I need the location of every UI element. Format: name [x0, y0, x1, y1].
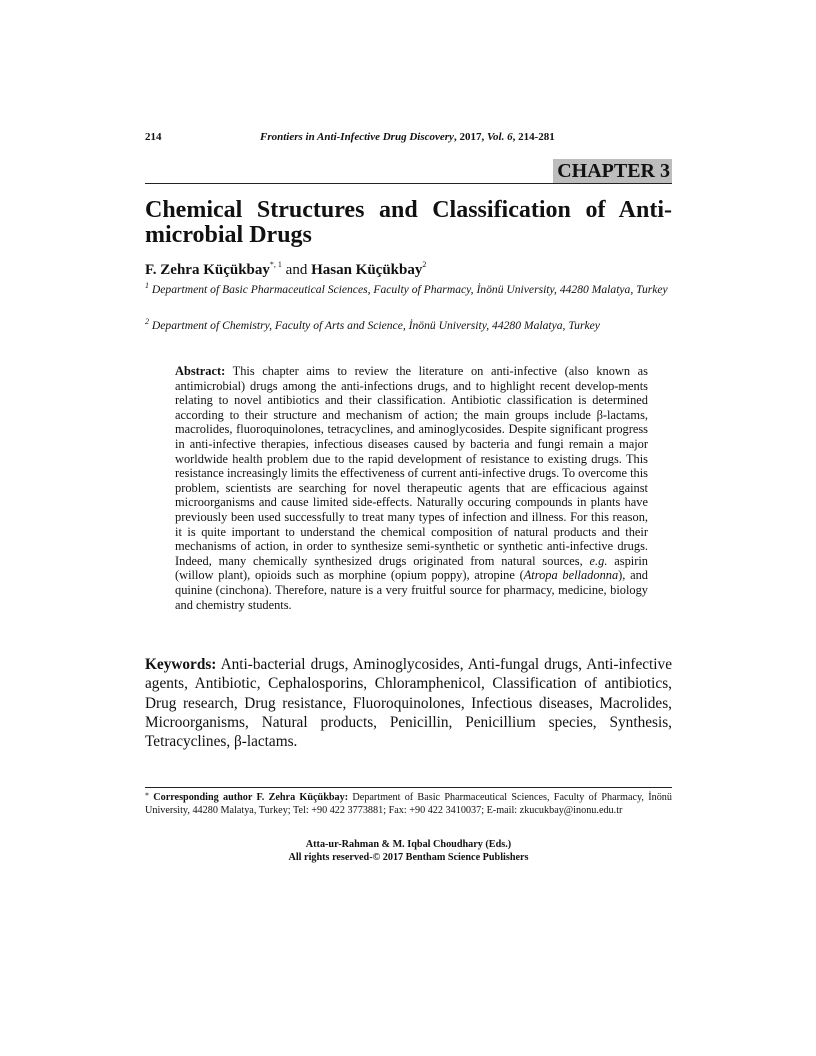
author-conjunction: and	[281, 262, 312, 278]
affiliation-text: Department of Basic Pharmaceutical Sciences, Faculty of Pharmacy, İnönü University, 44280 Malatya, Turkey	[149, 283, 668, 296]
affiliation	[145, 282, 672, 297]
journal-name: Frontiers in Anti-Infective Drug Discovery	[260, 131, 454, 143]
corresponding-author-footnote	[145, 792, 672, 817]
abstract-italic: e.g.	[589, 553, 608, 568]
copyright: All rights reserved-© 2017 Bentham Science Publishers	[288, 851, 529, 863]
page-number: 214	[145, 131, 162, 143]
abstract	[175, 364, 648, 612]
affiliation	[145, 318, 672, 333]
affiliation-mark: 2	[145, 317, 149, 326]
keywords-label: Keywords:	[145, 656, 217, 673]
footnote-mark: *	[145, 791, 149, 800]
chapter-label: CHAPTER 3	[553, 159, 672, 183]
header-divider	[145, 183, 672, 184]
abstract-italic: Atropa belladonna	[523, 568, 619, 583]
affiliation-text: Department of Chemistry, Faculty of Arts and Science, İnönü University, 44280 Malatya, Turkey	[149, 319, 600, 332]
footnote-divider	[145, 787, 672, 788]
journal-volume: Vol. 6	[486, 131, 513, 143]
author-name: Hasan Küçükbay	[311, 262, 423, 278]
footnote-label: Corresponding author F. Zehra Küçükbay:	[149, 792, 349, 803]
footnote-text: Department of Basic Pharmaceutical Sciences, Faculty of Pharmacy, İnönü University, 44280 Malatya, Turkey; Tel: +90 422 3773881; Fax: +90 422 3410037; E-mail: zkucukbay@inonu.edu.tr	[145, 792, 672, 816]
journal-year: , 2017,	[453, 131, 487, 143]
editors: Atta-ur-Rahman & M. Iqbal Choudhary (Eds.)	[305, 839, 512, 850]
chapter-title: Chemical Structures and Classification of Anti-microbial Drugs	[145, 197, 672, 248]
author-list	[145, 261, 426, 279]
author-affiliation-mark: *, 1	[269, 260, 282, 269]
abstract-text: ), and quinine (cinchona). Therefore, nature is a very fruitful source for pharmacy, medicine, biology and chemistry students.	[175, 568, 649, 612]
journal-citation	[260, 131, 555, 143]
abstract-label: Abstract:	[175, 364, 226, 378]
journal-pages: , 214-281	[512, 131, 555, 143]
author-affiliation-mark: 2	[422, 260, 427, 269]
author-name: F. Zehra Küçükbay	[145, 262, 270, 278]
keywords	[145, 655, 672, 751]
abstract-text: aspirin (willow plant), opioids such as morphine (opium poppy), atropine (	[175, 553, 648, 583]
keywords-text: Anti-bacterial drugs, Aminoglycosides, Anti-fungal drugs, Anti-infective agents, Antibiotic, Cephalosporins, Chloramphenicol, Classification of antibiotics, Drug research, Drug resistance, Fluoroquinolones, Infectious diseases, Macrolides, Microorganisms, Natural products, Penicillin, Penicillium species, Synthesis, Tetracyclines, β-lactams.	[145, 656, 672, 751]
publisher-info	[145, 839, 672, 864]
abstract-text: This chapter aims to review the literature on anti-infective (also known as antimicrobial) drugs among the anti-infections drugs, and to highlight recent develop-ments relating to novel antibiotics and their classification. Antibiotic classification is determined according to their structure and mechanism of action; the main groups include β-lactams, macrolides, fluoroquinolones, tetracyclines, and aminoglycosides. Despite significant progress in anti-infective therapies, infectious diseases caused by bacteria and fungi remain a major worldwide health problem due to the rapid development of resistance to existing drugs. This resistance increasingly limits the effectiveness of current anti-infective drugs. To overcome this problem, scientists are searching for novel therapeutic agents that are efficacious against microorganisms and cause limited side-effects. Naturally occuring compounds in plants have previously been used successfully to treat many types of infection and illness. For this reason, it is quite important to understand the chemical composition of natural products and their mechanisms of action, in order to synthesize semi-synthetic or synthetic anti-infective drugs. Indeed, many chemically synthesized drugs originated from natural sources,	[175, 364, 648, 568]
affiliation-mark: 1	[145, 281, 149, 290]
